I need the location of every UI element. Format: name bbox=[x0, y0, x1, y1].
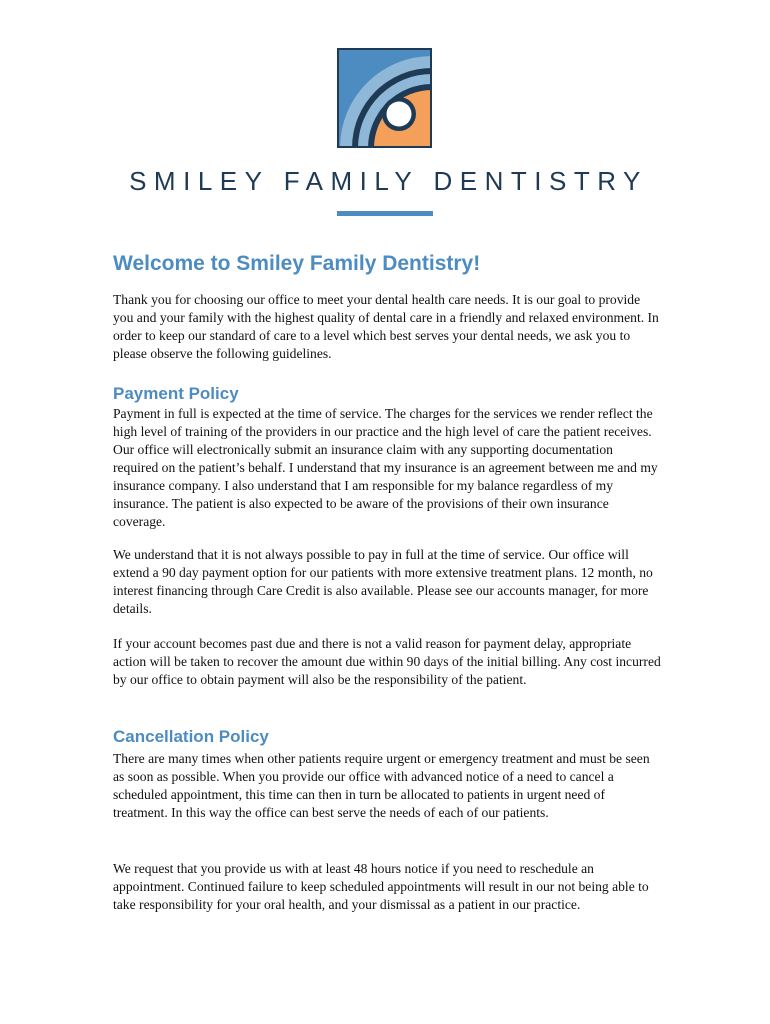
payment-policy-heading: Payment Policy bbox=[113, 384, 239, 403]
payment-paragraph-2: We understand that it is not always possible to pay in full at the time of service. Our office will extend a 90 day payment option for our patients with more extensive treatment plans. 12 month, no interest financing through Care Credit is also available. Please see our accounts manager, for more details. bbox=[113, 547, 653, 616]
smiley-family-dentistry-logo bbox=[337, 48, 432, 148]
payment-paragraph-3: If your account becomes past due and there is not a valid reason for payment delay, appropriate action will be taken to recover the amount due within 90 days of the initial billing. Any cost incurred by our office to obtain payment will also be the responsibility of the patient. bbox=[113, 636, 661, 687]
brand-underline bbox=[337, 211, 433, 216]
intro-paragraph: Thank you for choosing our office to meet your dental health care needs. It is our goal to provide you and your family with the highest quality of dental care in a friendly and relaxed environment. In order to keep our standard of care to a level which best serves your dental needs, we ask you to please observe the following guidelines. bbox=[113, 292, 659, 361]
brand-name: SMILEY FAMILY DENTISTRY bbox=[129, 166, 648, 196]
cancellation-policy-heading: Cancellation Policy bbox=[113, 727, 269, 746]
payment-paragraph-1: Payment in full is expected at the time of service. The charges for the services we render reflect the high level of training of the providers in our practice and the high level of care the patient receives. Our office will electronically submit an insurance claim with any supporting documentation required on the patient’s behalf. I understand that my insurance is an agreement between me and my insurance company. I also understand that I am responsible for my balance regardless of my insurance. The patient is also expected to be aware of the provisions of their own insurance coverage. bbox=[113, 406, 658, 529]
cancellation-paragraph-2: We request that you provide us with at least 48 hours notice if you need to reschedule an appointment. Continued failure to keep scheduled appointments will result in our not being able to take responsibility for your oral health, and your dismissal as a patient in our practice. bbox=[113, 861, 649, 912]
cancellation-paragraph-1: There are many times when other patients require urgent or emergency treatment and must be seen as soon as possible. When you provide our office with advanced notice of a need to cancel a scheduled appointment, this time can then in turn be allocated to patients in urgent need of treatment. In this way the office can best serve the needs of each of our patients. bbox=[113, 751, 650, 820]
page-title: Welcome to Smiley Family Dentistry! bbox=[113, 252, 481, 275]
